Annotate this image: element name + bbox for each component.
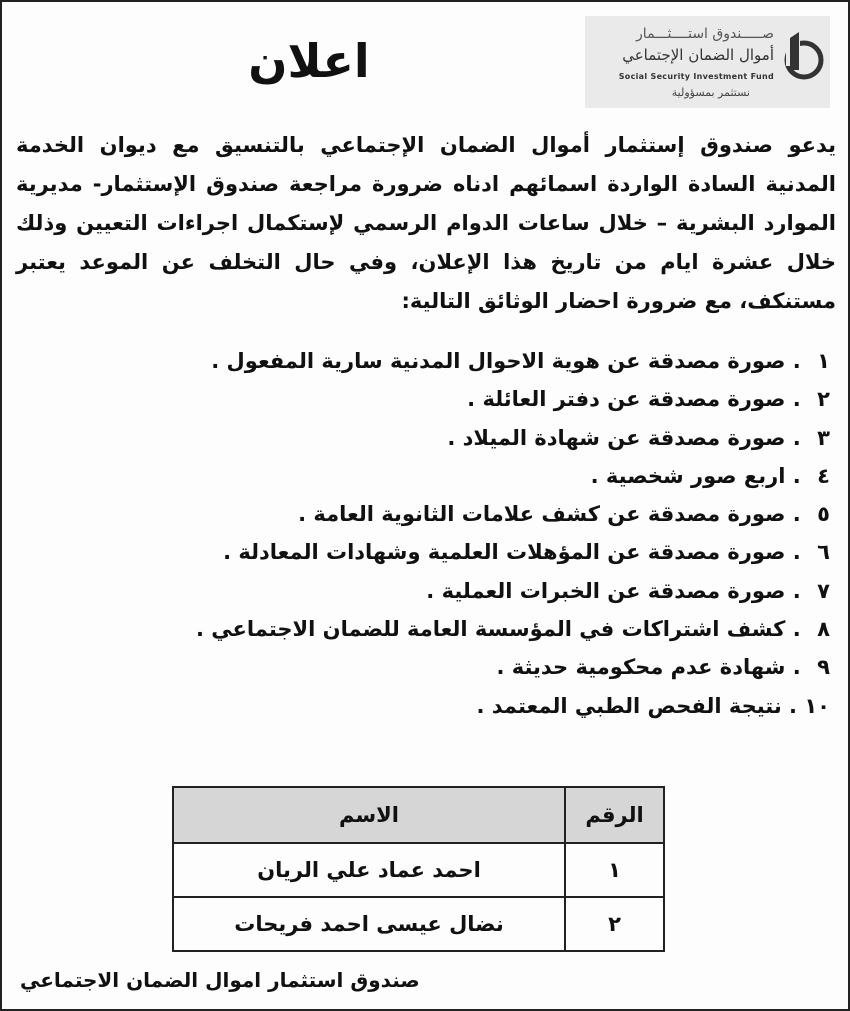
header-number: الرقم xyxy=(565,787,664,843)
requirement-item: ٤ . اربع صور شخصية . xyxy=(30,457,830,495)
cell-name: احمد عماد علي الريان xyxy=(173,843,565,897)
requirement-item: ٥ . صورة مصدقة عن كشف علامات الثانوية العامة . xyxy=(30,495,830,533)
cell-number: ٢ xyxy=(565,897,664,951)
announcement-intro: يدعو صندوق إستثمار أموال الضمان الإجتماعي بالتنسيق مع ديوان الخدمة المدنية السادة الواردة اسمائهم ادناه ضرورة مراجعة صندوق الإستثمار- مديرية الموارد البشرية – خلال ساعات الدوام الرسمي لإستكمال اجراءات التعيين وذلك خلال عشرة ايام من تاريخ هذا الإعلان، وفي حال التخلف عن الموعد يعتبر مستنكف، مع ضرورة احضار الوثائق التالية: xyxy=(16,133,836,313)
requirement-text: صورة مصدقة عن المؤهلات العلمية وشهادات المعادلة . xyxy=(223,540,786,565)
announcement-title: اعلان xyxy=(248,34,370,88)
logo-name-line2: أموال الضمان الإجتماعي xyxy=(622,46,774,64)
requirement-text: صورة مصدقة عن الخبرات العملية . xyxy=(426,578,786,603)
requirement-item: ٧ . صورة مصدقة عن الخبرات العملية . xyxy=(30,572,830,610)
candidates-table xyxy=(172,786,665,952)
table-header-row xyxy=(173,787,664,843)
requirement-number: ٨ xyxy=(817,617,830,642)
logo-name-line1: صـــــندوق استــــثـــمار xyxy=(636,26,774,42)
requirement-number: ٧ xyxy=(817,578,830,603)
logo-name-english: Social Security Investment Fund xyxy=(618,72,774,81)
requirement-number: ٣ xyxy=(817,425,830,450)
requirement-text: صورة مصدقة عن دفتر العائلة . xyxy=(467,387,786,412)
fund-logo-icon xyxy=(782,30,826,88)
requirement-item: ١ . صورة مصدقة عن هوية الاحوال المدنية سارية المفعول . xyxy=(30,342,830,380)
requirement-text: كشف اشتراكات في المؤسسة العامة للضمان الاجتماعي . xyxy=(195,617,786,642)
table-row xyxy=(173,843,664,897)
cell-name: نضال عيسى احمد فريحات xyxy=(173,897,565,951)
requirement-text: صورة مصدقة عن كشف علامات الثانوية العامة . xyxy=(298,502,786,527)
requirement-item: ٩ . شهادة عدم محكومية حديثة . xyxy=(30,648,830,686)
cell-number: ١ xyxy=(565,843,664,897)
requirement-item: ١٠ . نتيجة الفحص الطبي المعتمد . xyxy=(30,687,830,725)
fund-logo xyxy=(585,16,830,108)
requirements-list xyxy=(30,342,830,725)
requirement-item: ٦ . صورة مصدقة عن المؤهلات العلمية وشهادات المعادلة . xyxy=(30,533,830,571)
logo-tagline: نستثمر بمسؤولية xyxy=(671,86,750,99)
requirement-text: صورة مصدقة عن هوية الاحوال المدنية سارية المفعول . xyxy=(211,349,786,373)
requirement-text: صورة مصدقة عن شهادة الميلاد . xyxy=(447,425,786,450)
footer-signature: صندوق استثمار اموال الضمان الاجتماعي xyxy=(20,968,420,992)
requirement-text: شهادة عدم محكومية حديثة . xyxy=(496,655,786,680)
requirement-number: ١ xyxy=(817,349,830,373)
requirement-number: ٩ xyxy=(817,655,830,680)
table-row xyxy=(173,897,664,951)
requirement-number: ٥ xyxy=(817,502,830,527)
requirement-text: اربع صور شخصية . xyxy=(590,463,786,488)
requirement-number: ١٠ xyxy=(804,693,830,718)
requirement-number: ٢ xyxy=(817,387,830,412)
requirement-item: ٢ . صورة مصدقة عن دفتر العائلة . xyxy=(30,380,830,418)
requirement-text: نتيجة الفحص الطبي المعتمد . xyxy=(476,693,782,718)
requirement-number: ٤ xyxy=(817,463,830,488)
requirement-item: ٨ . كشف اشتراكات في المؤسسة العامة للضمان الاجتماعي . xyxy=(30,610,830,648)
requirement-item: ٣ . صورة مصدقة عن شهادة الميلاد . xyxy=(30,419,830,457)
header-name: الاسم xyxy=(173,787,565,843)
requirement-number: ٦ xyxy=(817,540,830,565)
